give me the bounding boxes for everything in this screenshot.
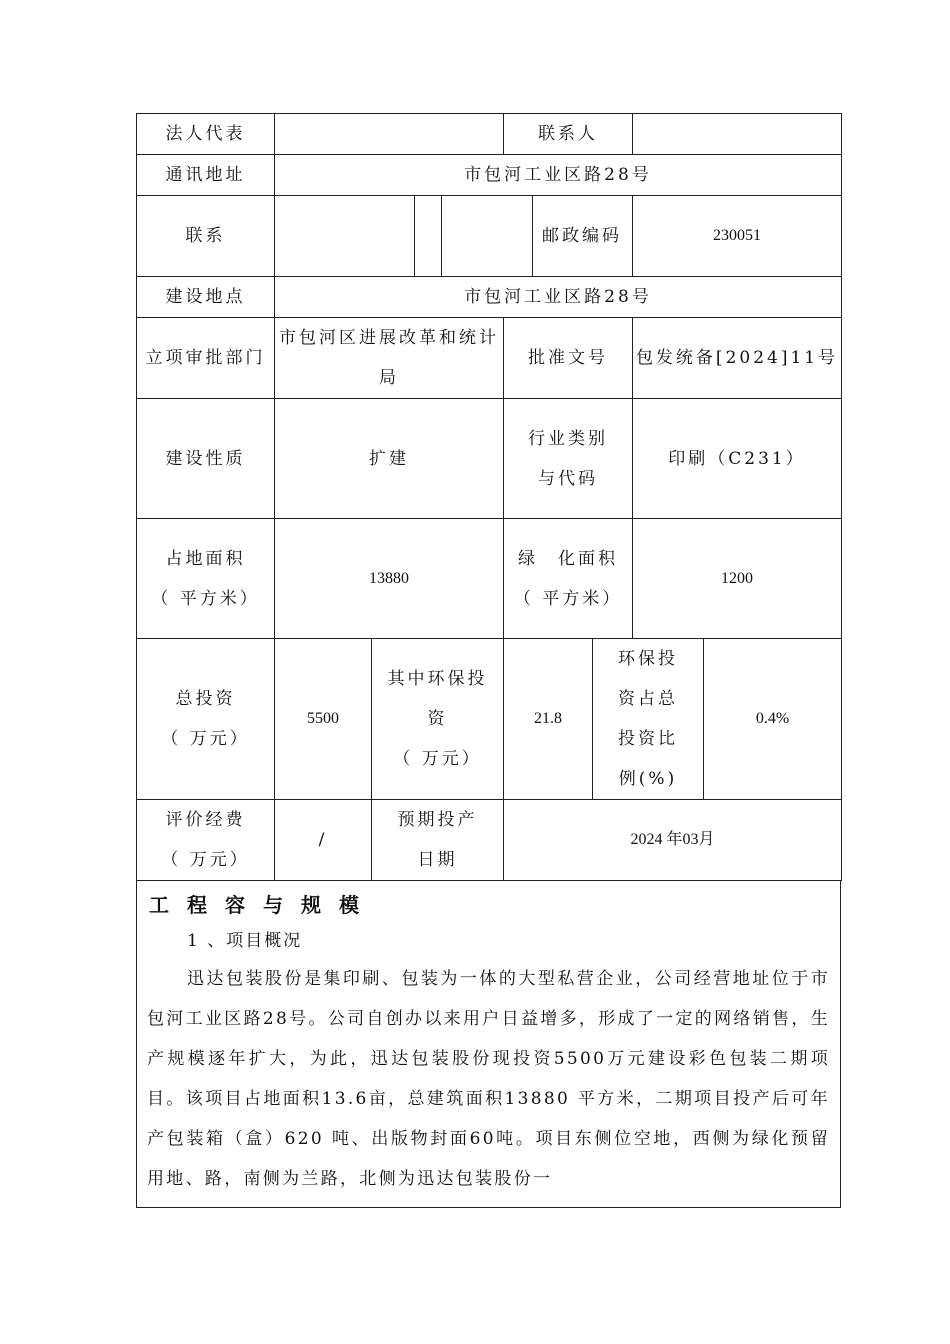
fee-label-line-2: （ 万元） (161, 850, 250, 870)
section-subtitle: 1 、项目概况 (187, 931, 303, 951)
approval-no-label: 批准文号 (504, 318, 633, 399)
prod-date-value: 2024 年03月 (504, 800, 842, 881)
address-value: 市包河工业区路28号 (275, 155, 842, 196)
contact-blank-1 (275, 196, 415, 277)
nature-label: 建设性质 (137, 399, 275, 519)
contact-blank-3 (442, 196, 533, 277)
area-label (137, 519, 275, 639)
env-invest-label (372, 639, 504, 800)
legal-rep-value (275, 114, 504, 155)
section-title: 工程容与规模 (149, 893, 377, 917)
industry-label-line-2: 与代码 (538, 468, 599, 489)
fee-label-line-1: 评价经费 (165, 810, 246, 830)
green-label (504, 519, 633, 639)
site-label: 建设地点 (137, 277, 275, 318)
prod-date-label: 预期投产日期 (372, 800, 504, 881)
invest-label-line-2: （ 万元） (161, 729, 250, 749)
nature-value: 扩建 (275, 399, 504, 519)
industry-value: 印刷（C231） (633, 399, 842, 519)
project-scope-section (136, 881, 841, 1208)
area-label-line-1: 占地面积 (165, 548, 246, 569)
industry-label (504, 399, 633, 519)
contact-label: 联系 (137, 196, 275, 277)
env-invest-label-line-1: 其中环保投资 (387, 669, 488, 729)
invest-value: 5500 (275, 639, 372, 800)
fee-label (137, 800, 275, 881)
industry-label-line-1: 行业类别 (528, 428, 609, 449)
postcode-label: 邮政编码 (533, 196, 633, 277)
green-label-line-2: （ 平方米） (513, 588, 623, 609)
invest-label (137, 639, 275, 800)
area-label-line-2: （ 平方米） (151, 588, 260, 609)
green-label-line-1: 绿 化面积 (518, 548, 619, 569)
address-label: 通讯地址 (137, 155, 275, 196)
postcode-value: 230051 (633, 196, 842, 277)
project-info-form (136, 113, 841, 1208)
env-invest-value: 21.8 (504, 639, 593, 800)
overview-paragraph: 迅达包装股份是集印刷、包装为一体的大型私营企业，公司经营地址位于市包河工业区路28号。公司自创办以来用户日益增多，形成了一定的网络销售，生产规模逐年扩大，为此，迅达包装股份现投资5500万元建设彩色包装二期项目。该项目占地面积13.6亩，总建筑面积13880 平方米，二期项目投产后可年产包装箱（盒）620 吨、出版物封面60吨。项目东侧位空地，西侧为绿化预留用地、路，南侧为兰路，北侧为迅达包装股份一 (147, 969, 830, 1189)
approval-dept-value: 市包河区进展改革和统计局 (275, 318, 504, 399)
approval-no-value: 包发统备[2024]11号 (633, 318, 842, 399)
approval-dept-label: 立项审批部门 (137, 318, 275, 399)
contact-person-label: 联系人 (504, 114, 633, 155)
site-value: 市包河工业区路28号 (275, 277, 842, 318)
contact-person-value (633, 114, 842, 155)
area-value: 13880 (275, 519, 504, 639)
fee-value: / (275, 800, 372, 881)
legal-rep-label: 法人代表 (137, 114, 275, 155)
contact-blank-2 (415, 196, 442, 277)
env-invest-label-line-2: （ 万元） (393, 749, 482, 769)
green-value: 1200 (633, 519, 842, 639)
env-ratio-value: 0.4% (704, 639, 842, 800)
basic-info-table (136, 113, 842, 881)
invest-label-line-1: 总投资 (175, 689, 236, 709)
env-ratio-label: 环保投资占总投资比例(%) (593, 639, 704, 800)
